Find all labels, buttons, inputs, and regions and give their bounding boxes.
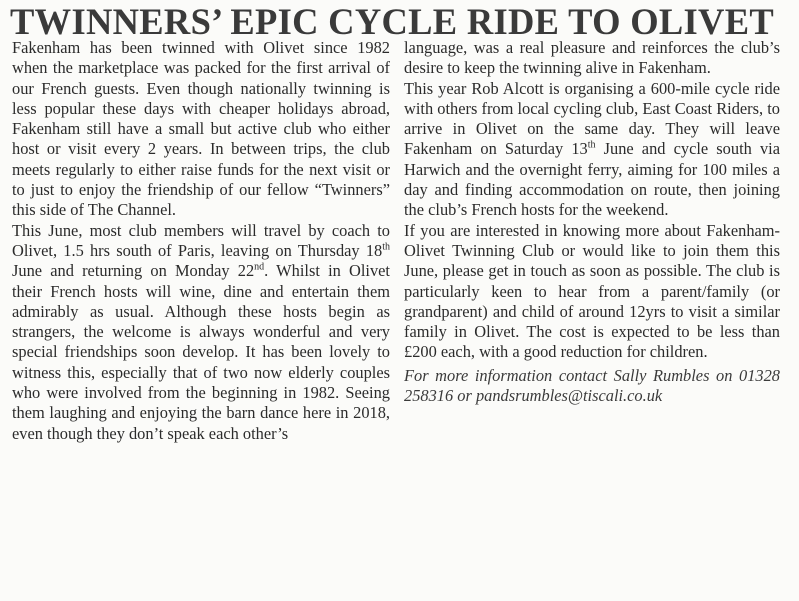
paragraph-join-club: If you are interested in knowing more about Fakenham-Olivet Twinning Club or would like to join them this June, please get in touch as soon as possible. The club is particularly keen to hear from a parent/family (or grandparent) and child of around 12yrs to visit a similar family in Olivet. The cost is expected to be less than £200 each, with a good reduction for children. — [404, 220, 780, 362]
paragraph-cycle-ride: This year Rob Alcott is organising a 600-mile cycle ride with others from local cycling club, East Coast Riders, to arrive in Olivet on the same day. They will leave Fakenham on Saturday 13th June and cycle south via Harwich and the overnight ferry, aiming for 100 miles a day and finding accommodation on route, then joining the club’s French hosts for the weekend. — [404, 78, 780, 220]
left-column — [12, 38, 390, 444]
paragraph-continuation: language, was a real pleasure and reinforces the club’s desire to keep the twinning alive in Fakenham. — [404, 38, 780, 78]
paragraph-june-trip: This June, most club members will travel by coach to Olivet, 1.5 hrs south of Paris, leaving on Thursday 18th June and returning on Monday 22nd. Whilst in Olivet their French hosts will wine, dine and entertain them admirably as usual. Although these hosts begin as strangers, the welcome is always wonderful and very special friendships soon develop. It has been lovely to witness this, especially that of two now elderly couples who were involved from the beginning in 1982. Seeing them laughing and enjoying the barn dance here in 2018, even though they don’t speak each other’s — [12, 220, 390, 443]
article-headline: TWINNERS’ EPIC CYCLE RIDE TO OLIVET — [10, 1, 774, 42]
paragraph-twinning-history: Fakenham has been twinned with Olivet since 1982 when the marketplace was packed for the first arrival of our French guests. Even though nationally twinning is less popular these days with cheaper holidays abroad, Fakenham still have a small but active club who either host or visit every 2 years. In between trips, the club meets regularly to either raise funds for the next visit or to just to enjoy the friendship of our fellow “Twinners” this side of The Channel. — [12, 38, 390, 220]
right-column — [404, 38, 780, 406]
contact-info: For more information contact Sally Rumbles on 01328 258316 or pandsrumbles@tiscali.co.uk — [404, 365, 780, 406]
